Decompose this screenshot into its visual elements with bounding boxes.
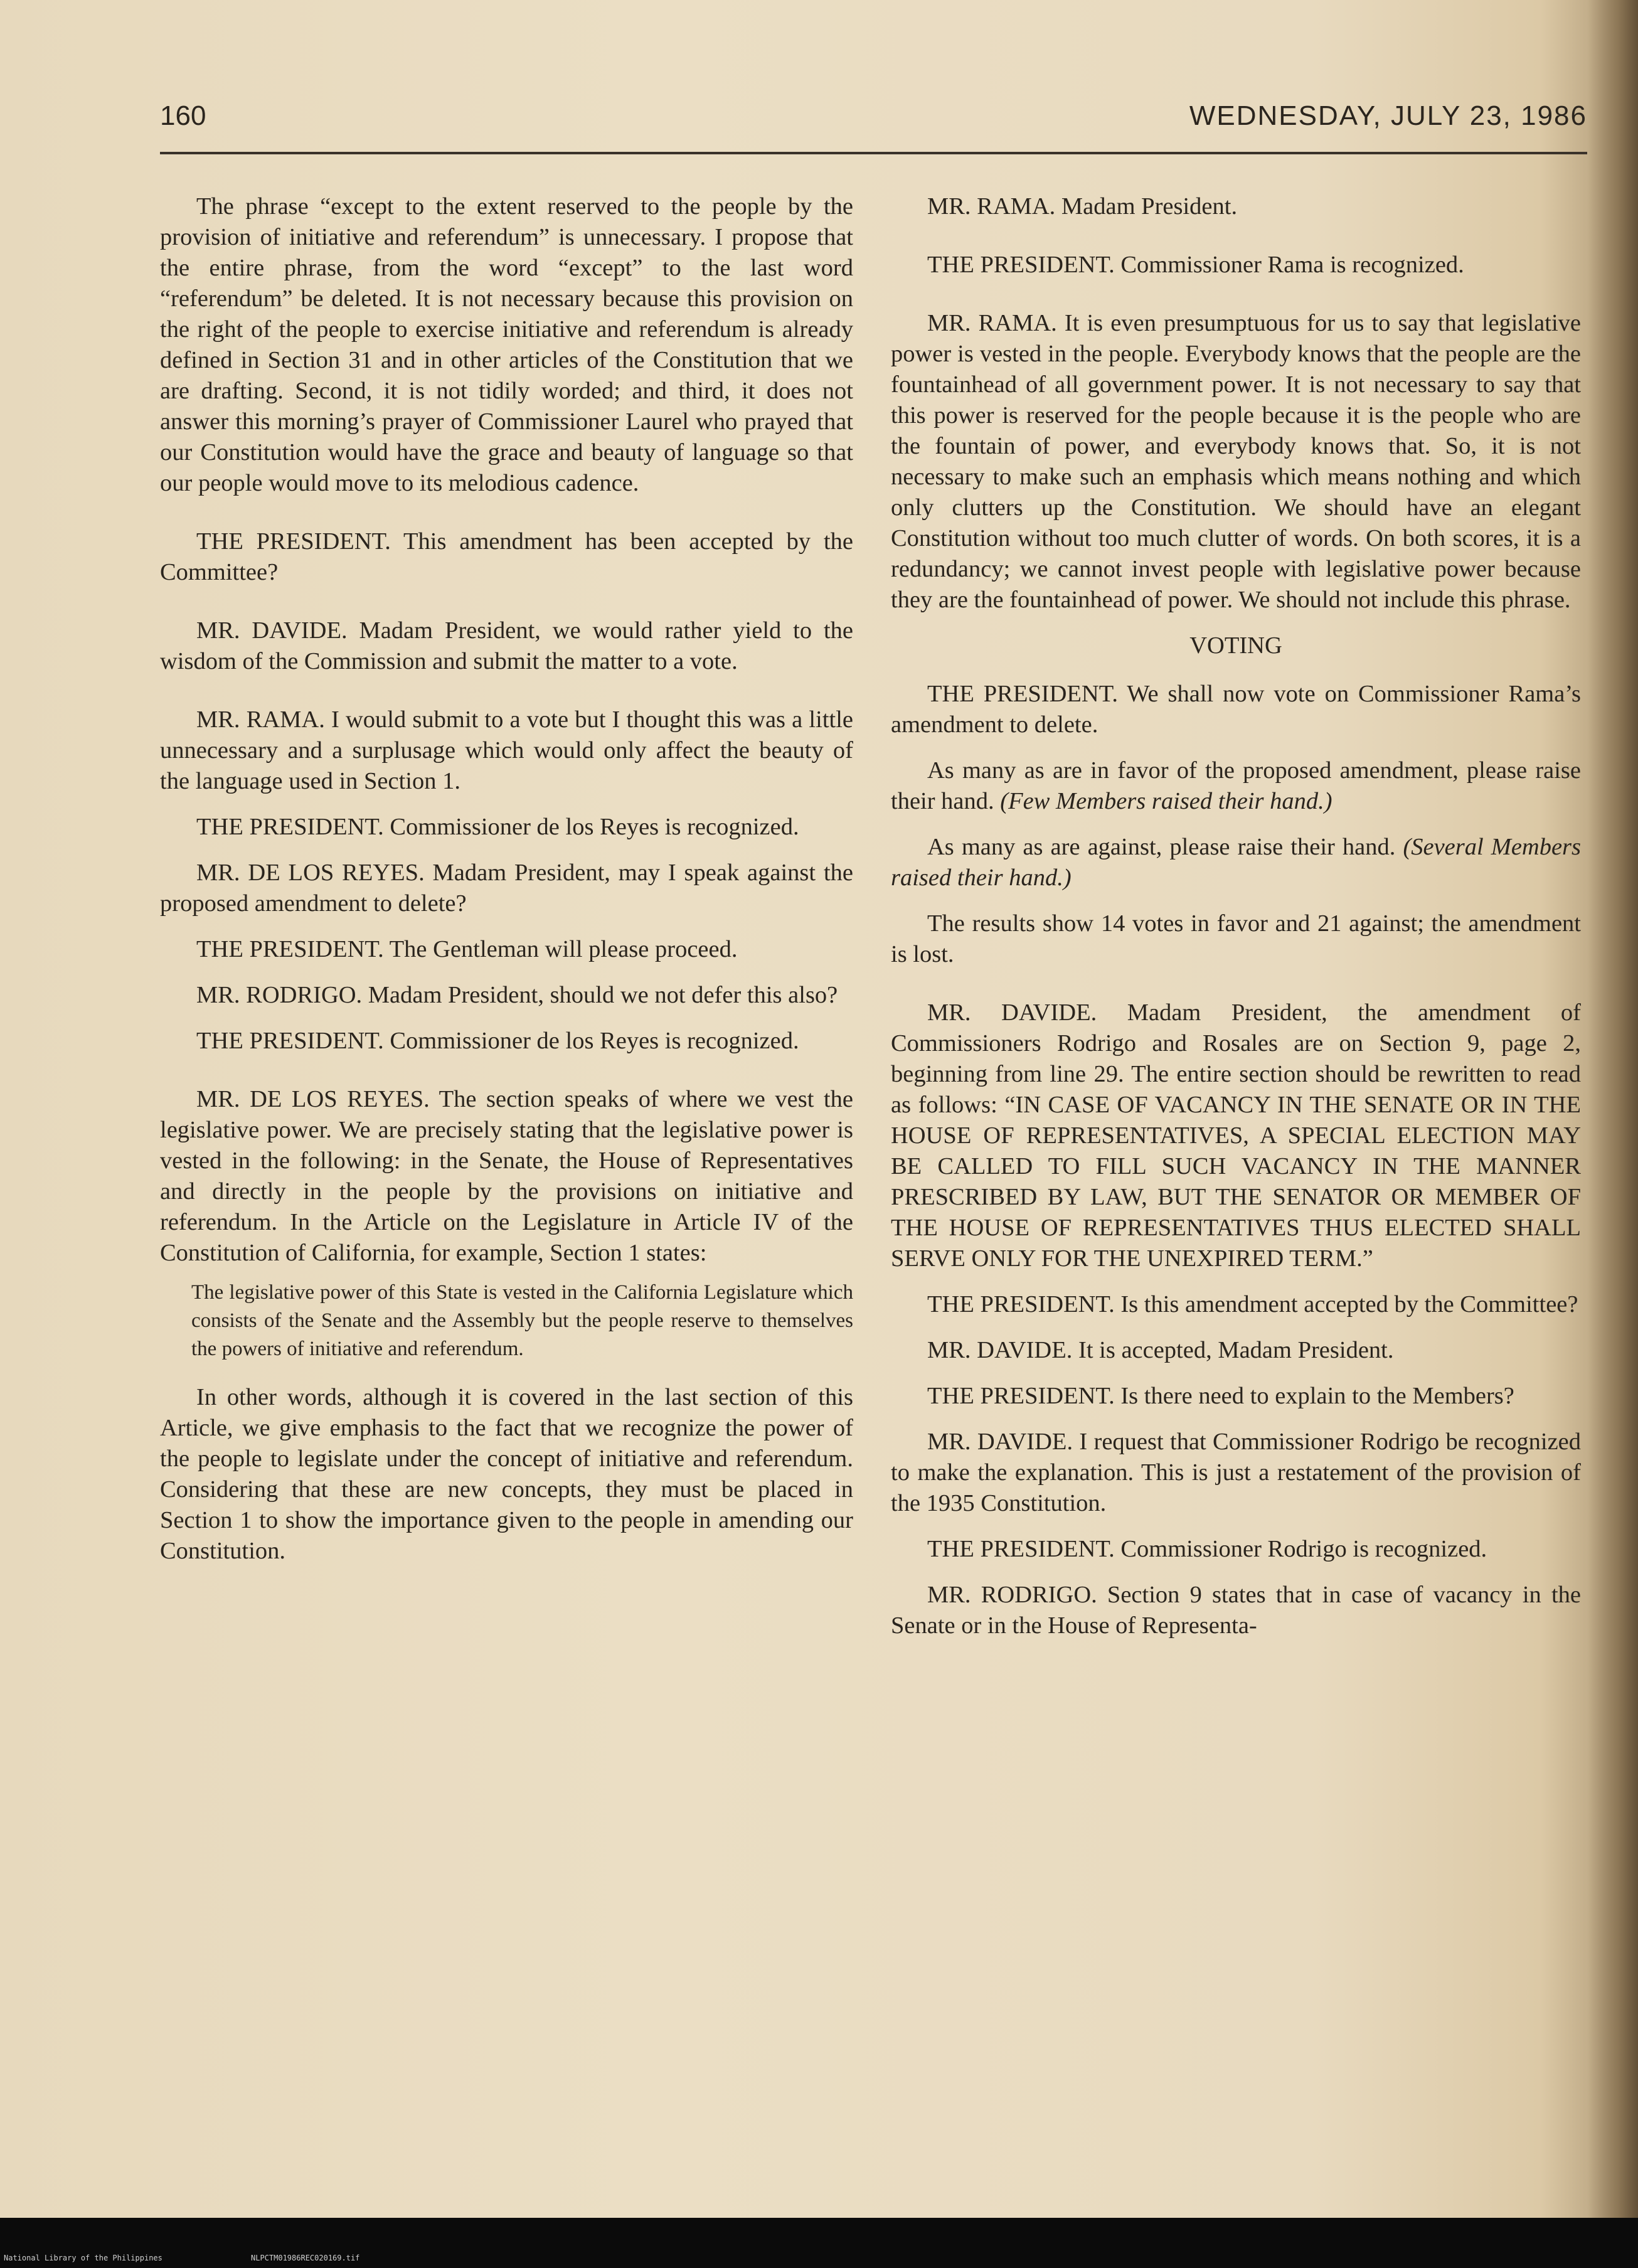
block-quote: The legislative power of this State is vested in the California Legislature which consists of the Senate and the Assembly but the people reserve to themselves the powers of initiative and referendum. <box>191 1281 853 1360</box>
page-header <box>160 100 1587 144</box>
paragraph: MR. RAMA. It is even presumptuous for us to say that legislative power is vested in the people. Everybody knows that the people are the fountainhead of all government power. It is not necessary to say that this power is reserved for the people because it is the people who are the fountain of power, and everybody knows that. So, it is not necessary to make such an emphasis which means nothing and which only clutters up the Constitution. We should have an elegant Constitution without too much clutter of words. On both scores, it is a redundancy; we cannot invest people with legislative power because they are the fountainhead of power. We should not include this phrase. <box>891 310 1581 613</box>
page-number: 160 <box>160 100 206 131</box>
stage-direction: (Several Members raised their hand.) <box>891 834 1582 891</box>
scan-filename: NLPCTM01986REC020169.tif <box>251 2254 360 2262</box>
paragraph: THE PRESIDENT. Is this amendment accepted by the Committee? <box>927 1291 1578 1318</box>
paragraph: THE PRESIDENT. The Gentleman will please proceed. <box>196 936 738 962</box>
paragraph: THE PRESIDENT. We shall now vote on Commissioner Rama’s amendment to delete. <box>891 681 1581 738</box>
paragraph: In other words, although it is covered in the last section of this Article, we give emphasis to the fact that we recognize the power of the people to legislate under the concept of initiative and referendum. Considering that these are new concepts, they must be placed in Section 1 to show the importance given to the people in amending our Constitution. <box>160 1384 853 1564</box>
paragraph: MR. RAMA. Madam President. <box>927 193 1238 220</box>
scan-footer-bar <box>0 2218 1638 2268</box>
scan-credit: National Library of the Philippines <box>4 2254 162 2262</box>
paragraph: MR. RAMA. I would submit to a vote but I thought this was a little unnecessary and a surplusage which would only affect the beauty of the language used in Section 1. <box>160 706 853 794</box>
paragraph <box>891 755 1581 817</box>
header-date: WEDNESDAY, JULY 23, 1986 <box>1189 100 1587 131</box>
section-heading: VOTING <box>1189 632 1282 659</box>
paragraph <box>891 832 1581 893</box>
paragraph: THE PRESIDENT. Commissioner de los Reyes is recognized. <box>196 814 799 840</box>
paragraph: MR. RODRIGO. Madam President, should we not defer this also? <box>196 982 838 1008</box>
paragraph: MR. DAVIDE. I request that Commissioner Rodrigo be recognized to make the explanation. This is just a restatement of the provision of the 1935 Constitution. <box>891 1429 1581 1516</box>
paragraph: MR. DE LOS REYES. Madam President, may I speak against the proposed amendment to delete? <box>160 860 853 917</box>
paragraph: MR. DAVIDE. Madam President, we would rather yield to the wisdom of the Commission and submit the matter to a vote. <box>160 617 853 674</box>
paragraph: MR. DE LOS REYES. The section speaks of where we vest the legislative power. We are precisely stating that the legislative power is vested in the following: in the Senate, the House of Representatives and directly in the people by the provisions on initiative and referendum. In the Article on the Legislature in Article IV of the Constitution of California, for example, Section 1 states: <box>160 1086 853 1266</box>
paragraph: MR. DAVIDE. Madam President, the amendment of Commissioners Rodrigo and Rosales are on Section 9, page 2, beginning from line 29. The entire section should be rewritten to read as follows: “IN CASE OF VACANCY IN THE SENATE OR IN THE HOUSE OF REPRESENTATIVES, A SPECIAL ELECTION MAY BE CALLED TO FILL SUCH VACANCY IN THE MANNER PRESCRIBED BY LAW, BUT THE SENATOR OR MEMBER OF THE HOUSE OF REPRESENTATIVES THUS ELECTED SHALL SERVE ONLY FOR THE UNEXPIRED TERM.” <box>891 999 1581 1272</box>
paragraph: The phrase “except to the extent reserved to the people by the provision of initiative and referendum” is unnecessary. I propose that the entire phrase, from the word “except” to the last word “referendum” be deleted. It is not necessary because this provision on the right of the people to exercise initiative and referendum is already defined in Section 31 and in other articles of the Constitution that we are drafting. Second, it is not tidily worded; and third, it does not answer this morning’s prayer of Commissioner Laurel who prayed that our Constitution would have the grace and beauty of language so that our people would move to its melodious cadence. <box>160 193 853 496</box>
paragraph: THE PRESIDENT. Commissioner Rama is recognized. <box>927 252 1464 278</box>
left-column <box>160 191 853 1594</box>
paragraph: The results show 14 votes in favor and 21 against; the amendment is lost. <box>891 910 1581 967</box>
right-column <box>891 191 1581 1669</box>
paragraph: THE PRESIDENT. Commissioner de los Reyes is recognized. <box>196 1028 799 1054</box>
paragraph: THE PRESIDENT. This amendment has been accepted by the Committee? <box>160 528 853 585</box>
paragraph: MR. RODRIGO. Section 9 states that in case of vacancy in the Senate or in the House of Representa- <box>891 1582 1581 1639</box>
binding-shadow <box>1588 0 1638 2218</box>
paragraph-text: As many as are in favor of the proposed amendment, please raise their hand. <box>891 757 1581 814</box>
header-rule <box>160 152 1587 154</box>
paragraph: MR. DAVIDE. It is accepted, Madam President. <box>927 1337 1394 1363</box>
paragraph: THE PRESIDENT. Is there need to explain to the Members? <box>927 1383 1514 1409</box>
stage-direction: (Few Members raised their hand.) <box>1000 788 1332 814</box>
paragraph: THE PRESIDENT. Commissioner Rodrigo is recognized. <box>927 1536 1487 1562</box>
paragraph-text: As many as are against, please raise their hand. <box>927 834 1396 860</box>
